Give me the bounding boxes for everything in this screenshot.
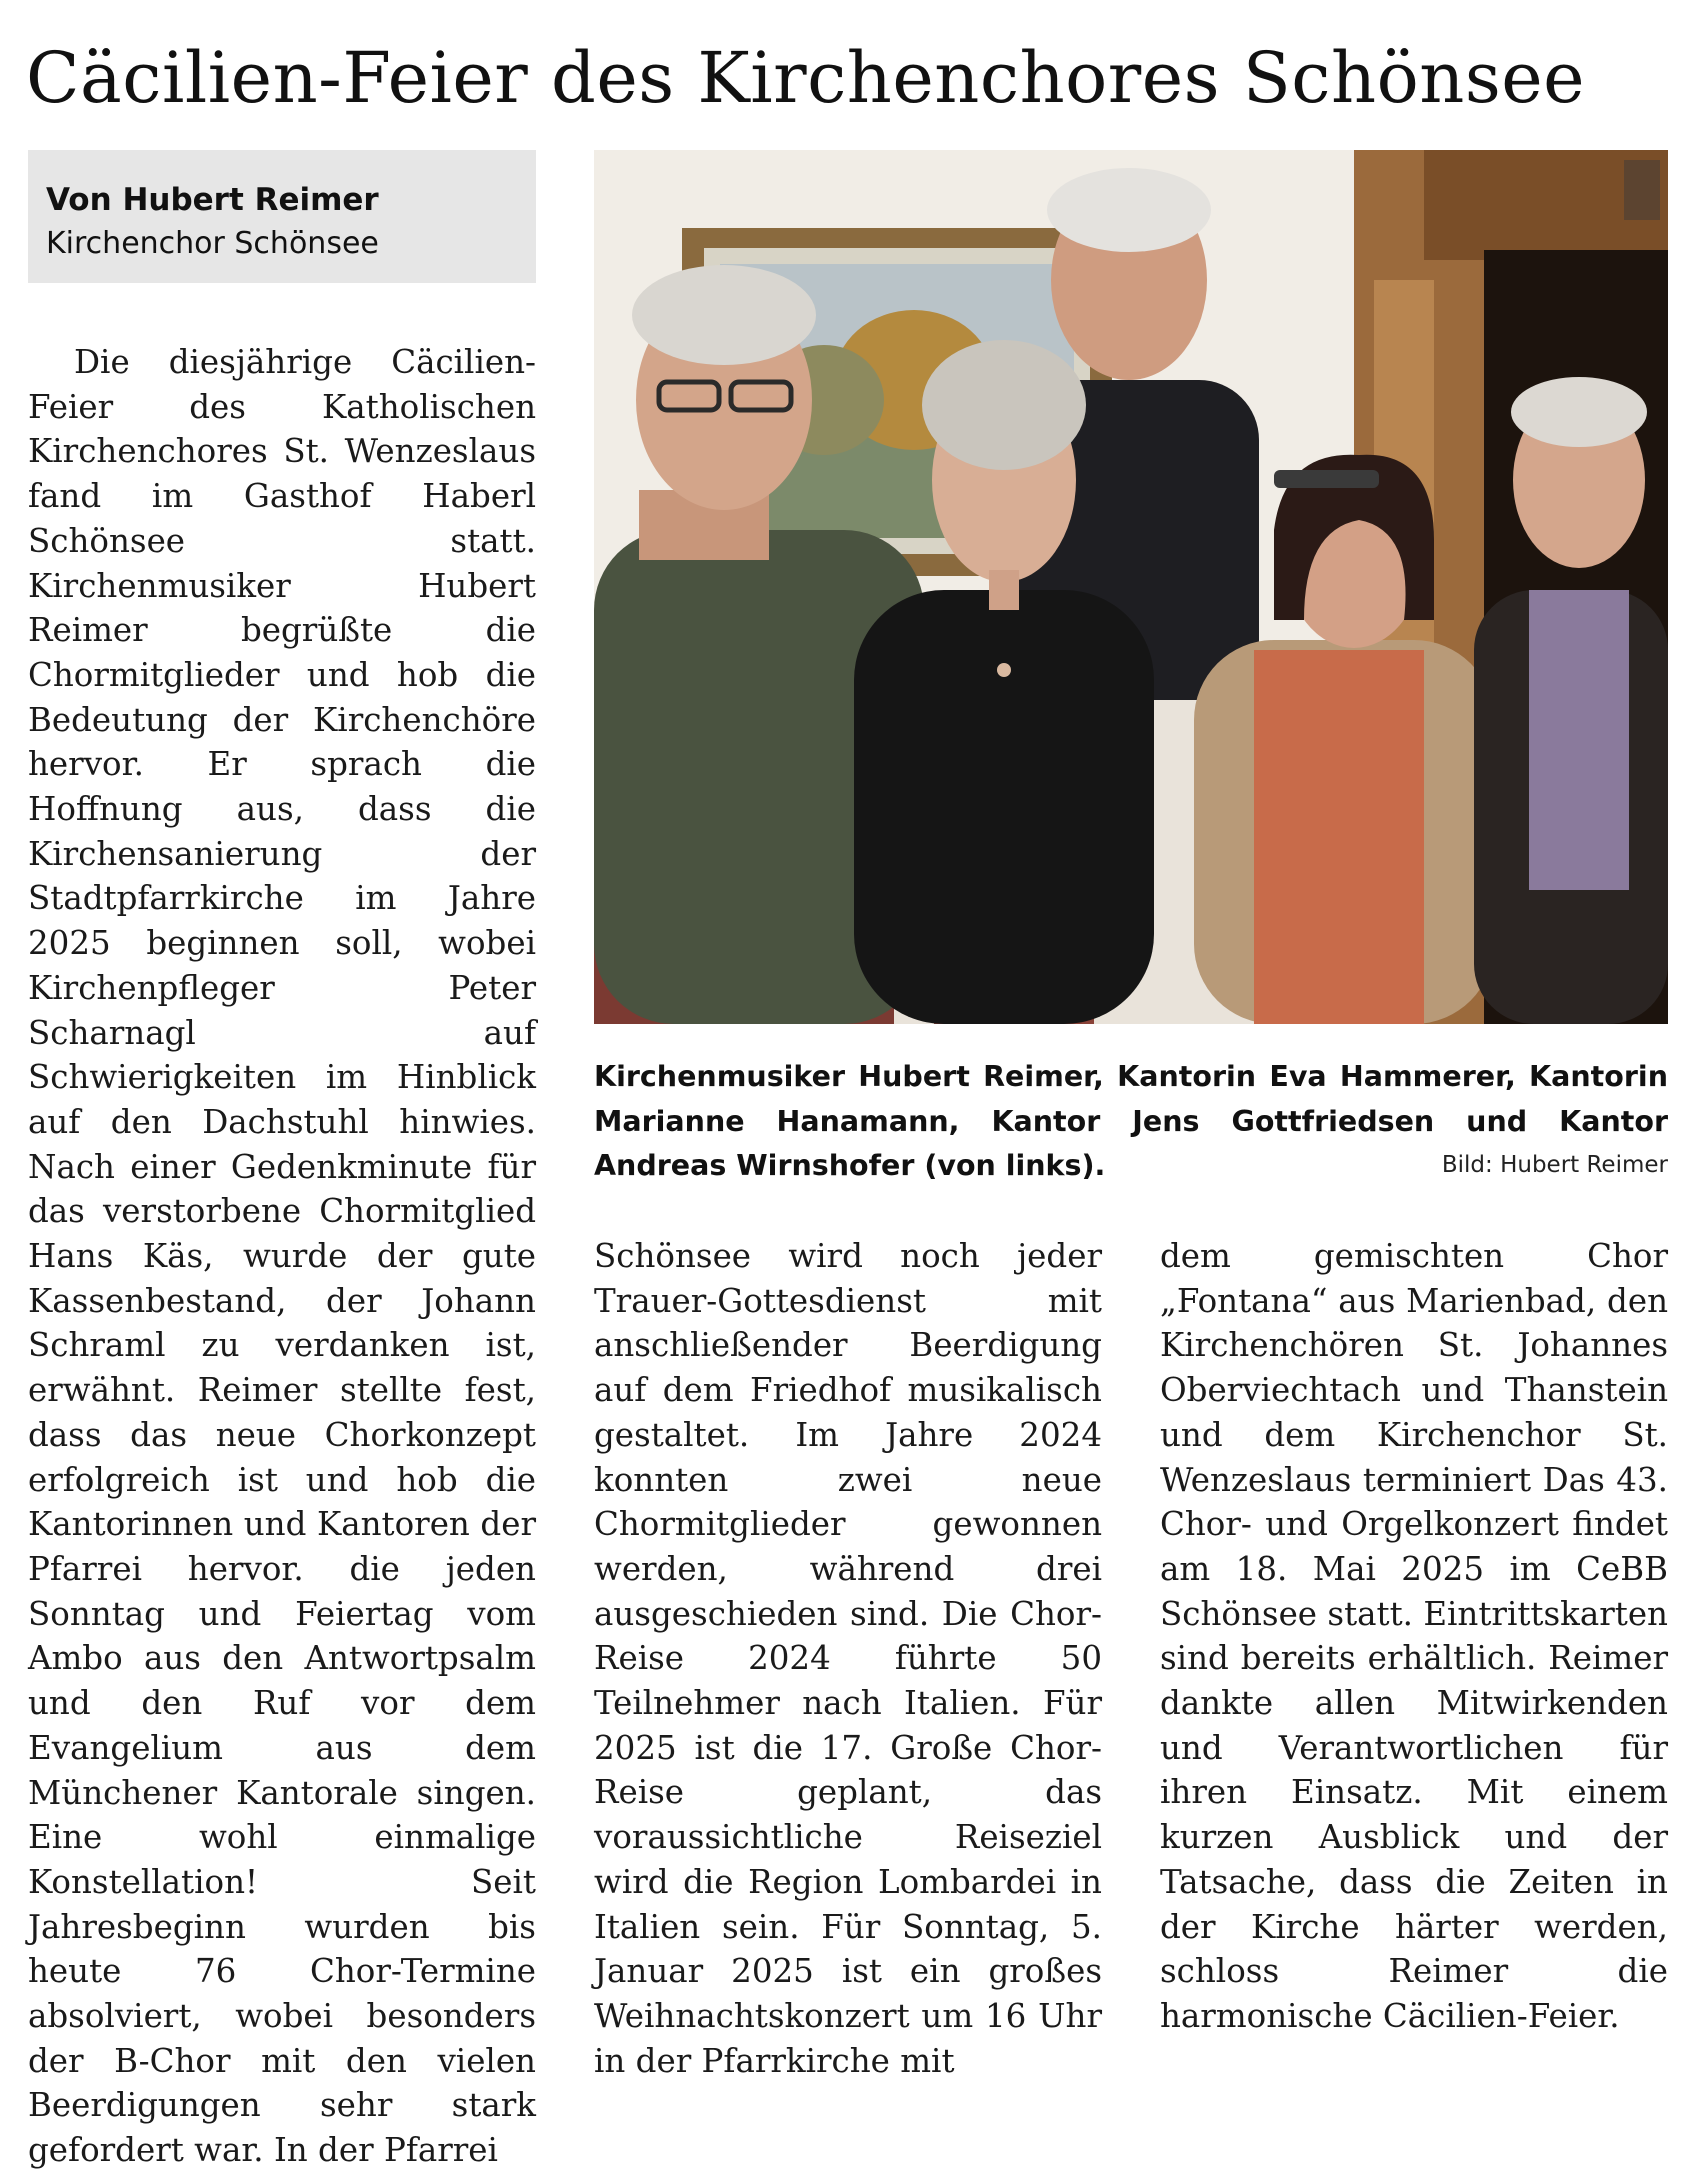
author-org: Kirchenchor Schönsee bbox=[46, 226, 379, 261]
photo-credit: Bild: Hubert Reimer bbox=[1441, 1152, 1668, 1178]
body-column-2: Schönsee wird noch jeder Trauer-Gottesdienst mit anschließender Beerdigung auf dem Friedhof musikalisch gestaltet. Im Jahre 2024 konnten zwei neue Chormitglieder gewonnen werden, während drei ausgeschieden sind. Die Chor-Reise 2024 führte 50 Teilnehmer nach Italien. Für 2025 ist die 17. Große Chor-Reise geplant, das voraussichtliche Reiseziel wird die Region Lombardei in Italien sein. Für Sonntag, 5. Januar 2025 ist ein großes Weihnachtskonzert um 16 Uhr in der Pfarrkirche mit bbox=[594, 1237, 1102, 2080]
body-column-1: Die diesjährige Cäcilien-Feier des Katholischen Kirchenchores St. Wenzeslaus fand im Gasthof Haberl Schönsee statt. Kirchenmusiker Hubert Reimer begrüßte die Chormitglieder und hob die Bedeutung der Kirchenchöre hervor. Er sprach die Hoffnung aus, dass die Kirchensanierung der Stadtpfarrkirche im Jahre 2025 beginnen soll, wobei Kirchenpfleger Peter Scharnagl auf Schwierigkeiten im Hinblick auf den Dachstuhl hinwies. Nach einer Gedenkminute für das verstorbene Chormitglied Hans Käs, wurde der gute Kassenbestand, der Johann Schraml zu verdanken ist, erwähnt. Reimer stellte fest, dass das neue Chorkonzept erfolgreich ist und hob die Kantorinnen und Kantoren der Pfarrei hervor. die jeden Sonntag und Feiertag vom Ambo aus den Antwortpsalm und den Ruf vor dem Evangelium aus dem Münchener Kantorale singen. Eine wohl einmalige Konstellation! Seit Jahresbeginn wurden bis heute 76 Chor-Termine absolviert, wobei besonders der B-Chor mit den vielen Beerdigungen sehr stark gefordert war. In der Pfarrei bbox=[28, 343, 536, 2170]
body-column-3: dem gemischten Chor „Fontana“ aus Marienbad, den Kirchenchören St. Johannes Oberviechtach und Thanstein und dem Kirchenchor St. Wenzeslaus terminiert Das 43. Chor- und Orgelkonzert findet am 18. Mai 2025 im CeBB Schönsee statt. Eintrittskarten sind bereits erhältlich. Reimer dankte allen Mitwirkenden und Verantwortlichen für ihren Einsatz. Mit einem kurzen Ausblick und der Tatsache, dass die Zeiten in der Kirche härter werden, schloss Reimer die harmonische Cäcilien-Feier. bbox=[1160, 1237, 1668, 2035]
author-name: Von Hubert Reimer bbox=[46, 182, 379, 218]
group-photo bbox=[594, 150, 1668, 1024]
author-box bbox=[28, 150, 536, 283]
headline: Cäcilien-Feier des Kirchenchores Schönsee bbox=[26, 37, 1586, 119]
photo-caption: Kirchenmusiker Hubert Reimer, Kantorin Eva Hammerer, Kantorin Marianne Hanamann, Kantor Jens Gottfriedsen und Kantor Andreas Wirnshofer (von links). bbox=[594, 1060, 1668, 1182]
